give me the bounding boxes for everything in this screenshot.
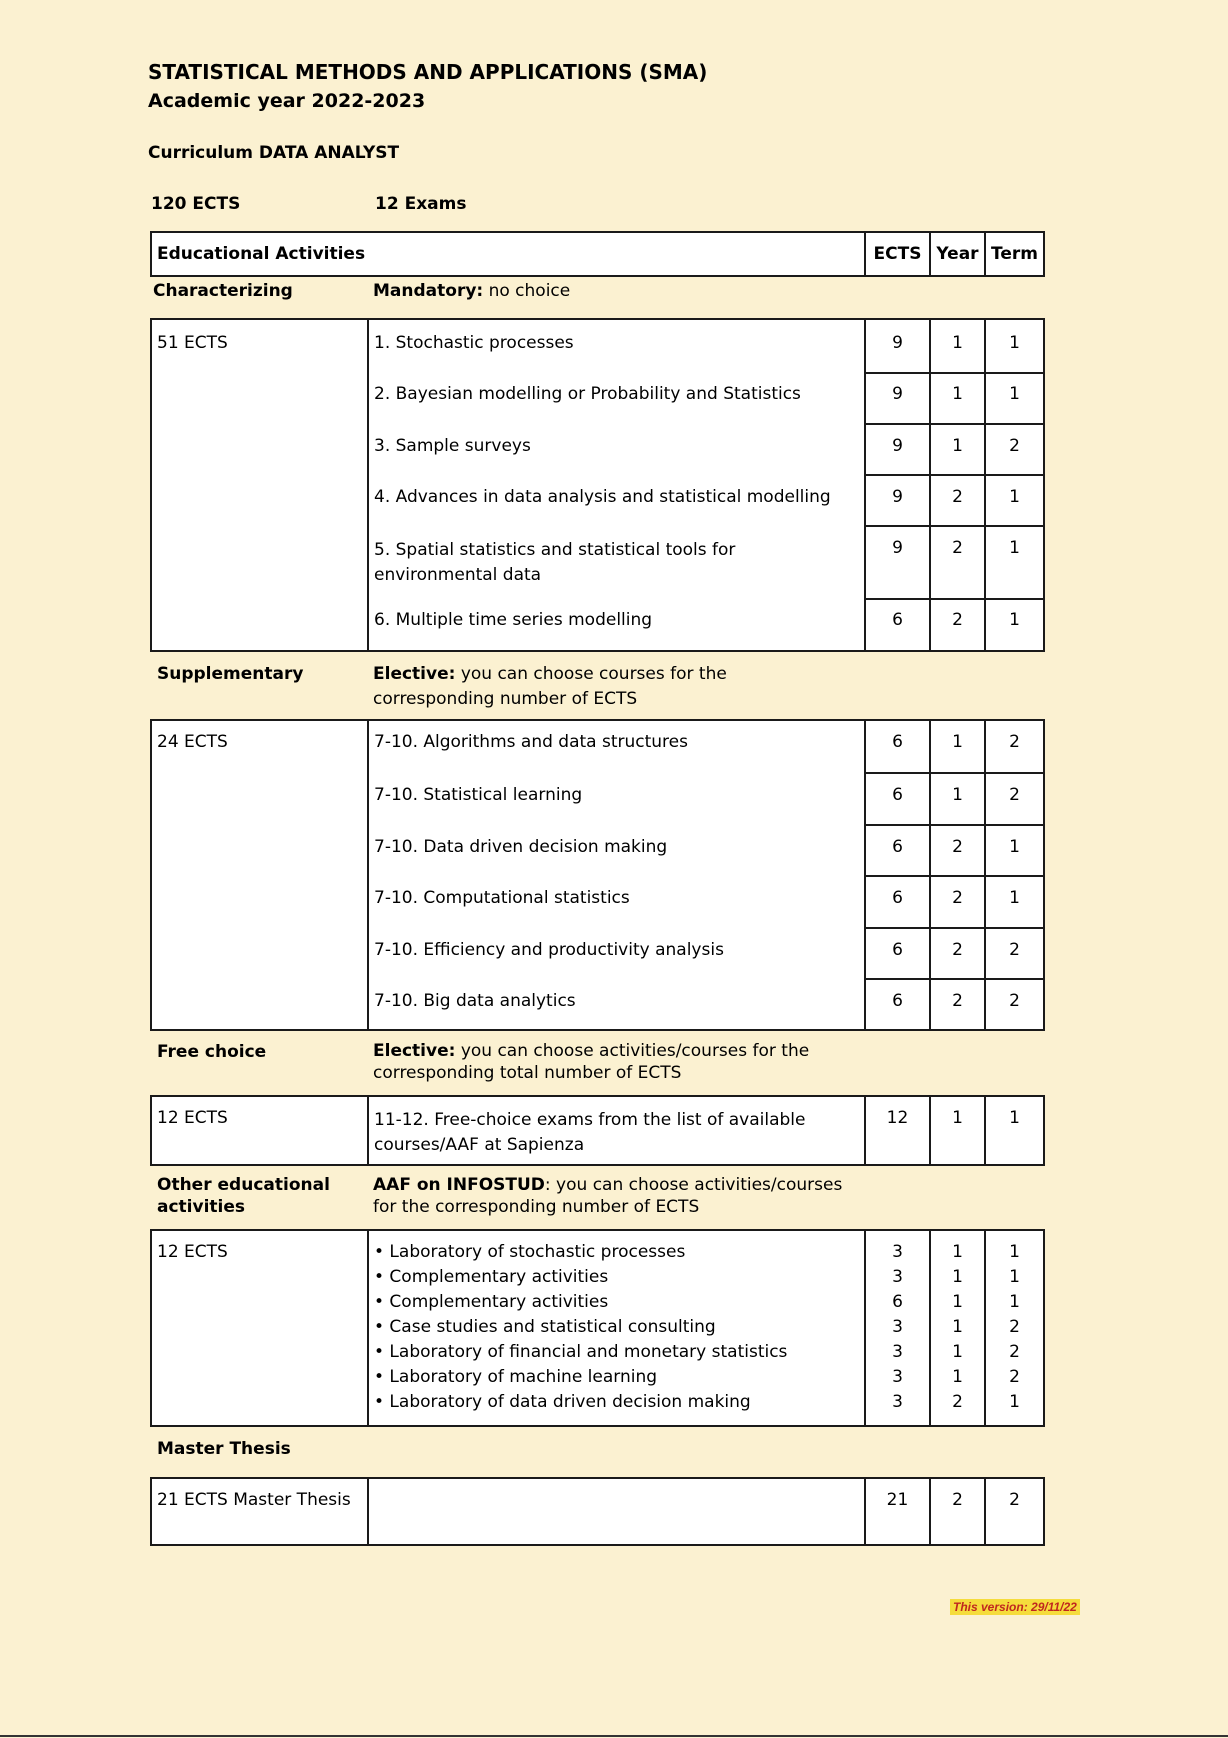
table-row: 7-10. Data driven decision making (374, 837, 668, 857)
table-row: 1. Stochastic processes (374, 333, 574, 353)
header-activities: Educational Activities (157, 244, 366, 264)
other-activities-label: Other educational activities (157, 1175, 330, 1217)
free-choice-rule: Elective: you can choose activities/courses for the corresponding total number of ECTS (373, 1041, 810, 1083)
supplementary-rule: Elective: you can choose courses for the corresponding number of ECTS (373, 664, 727, 709)
table-row: 7-10. Statistical learning (374, 785, 583, 805)
total-exams: 12 Exams (375, 194, 467, 214)
other-activities-block: 12 ECTS • Laboratory of stochastic processes 3 1 1 • Complementary activities 3 1 1 • Complementary activities 6 1 1 • Case studies and statistical consulting 3 1 2 • Laboratory of financial and monetary statistics 3 1 2 • Laboratory of machine learning 3 1 2 • Laboratory of data driven decision making 3 2 1 (150, 1229, 1045, 1427)
table-header (150, 231, 1045, 277)
supplementary-label: Supplementary (157, 664, 304, 684)
academic-year: Academic year 2022-2023 (148, 90, 426, 112)
other-activities-rule: AAF on INFOSTUD: you can choose activities/courses for the corresponding number of ECTS (373, 1175, 843, 1217)
table-row: 5. Spatial statistics and statistical tools for environmental data (374, 540, 736, 585)
list-item: • Laboratory of financial and monetary statistics (374, 1342, 788, 1362)
list-item: • Laboratory of data driven decision making (374, 1392, 751, 1412)
header-ects: ECTS (873, 244, 922, 264)
total-ects: 120 ECTS (151, 194, 241, 214)
characterizing-block: 51 ECTS 1. Stochastic processes 9 1 1 2. Bayesian modelling or Probability and Statistics 9 1 1 3. Sample surveys 9 1 2 4. Advances in data analysis and statistical modelling 9 2 1 5. Spatial statistics and statistical tools for environmental data 9 2 1 6. Multiple time series modelling 6 2 1 (150, 318, 1045, 652)
page-title: STATISTICAL METHODS AND APPLICATIONS (SMA) (148, 60, 708, 84)
free-choice-label: Free choice (157, 1042, 267, 1062)
table-row: 2. Bayesian modelling or Probability and Statistics (374, 384, 801, 404)
characterizing-rule: Mandatory: no choice (373, 281, 571, 301)
free-choice-block: 12 ECTS 11-12. Free-choice exams from the list of available courses/AAF at Sapienza 12 1 1 (150, 1095, 1045, 1166)
characterizing-ects: 51 ECTS (157, 333, 228, 353)
page-bottom-border (0, 1735, 1228, 1737)
list-item: • Case studies and statistical consulting (374, 1317, 716, 1337)
curriculum-name: Curriculum DATA ANALYST (148, 143, 400, 163)
table-row: 4. Advances in data analysis and statistical modelling (374, 487, 831, 507)
header-year: Year (936, 244, 979, 264)
list-item: • Laboratory of stochastic processes (374, 1242, 686, 1262)
supplementary-ects: 24 ECTS (157, 732, 228, 752)
table-row: 7-10. Big data analytics (374, 991, 576, 1011)
list-item: • Complementary activities (374, 1292, 609, 1312)
table-row: 11-12. Free-choice exams from the list of available courses/AAF at Sapienza (374, 1110, 806, 1155)
other-activities-ects: 12 ECTS (157, 1242, 228, 1262)
table-row: 3. Sample surveys (374, 436, 531, 456)
list-item: • Laboratory of machine learning (374, 1367, 658, 1387)
table-row: 7-10. Efficiency and productivity analysis (374, 940, 724, 960)
supplementary-block: 24 ECTS 7-10. Algorithms and data structures 6 1 2 7-10. Statistical learning 6 1 2 7-10. Data driven decision making 6 2 1 7-10. Computational statistics 6 2 1 7-10. Efficiency and productivity analysis 6 2 2 7-10. Big data analytics 6 2 2 (150, 719, 1045, 1031)
header-term: Term (991, 244, 1038, 264)
master-thesis-label: Master Thesis (157, 1439, 291, 1459)
master-thesis-block: 21 ECTS Master Thesis 21 2 2 (150, 1477, 1045, 1546)
list-item: • Complementary activities (374, 1267, 609, 1287)
table-row: 7-10. Computational statistics (374, 888, 630, 908)
characterizing-label: Characterizing (153, 281, 293, 301)
table-row: 6. Multiple time series modelling (374, 610, 653, 630)
version-stamp: This version: 29/11/22 (950, 1599, 1080, 1615)
free-choice-ects: 12 ECTS (157, 1108, 228, 1128)
master-thesis-row: 21 ECTS Master Thesis (157, 1490, 351, 1510)
table-row: 7-10. Algorithms and data structures (374, 732, 688, 752)
